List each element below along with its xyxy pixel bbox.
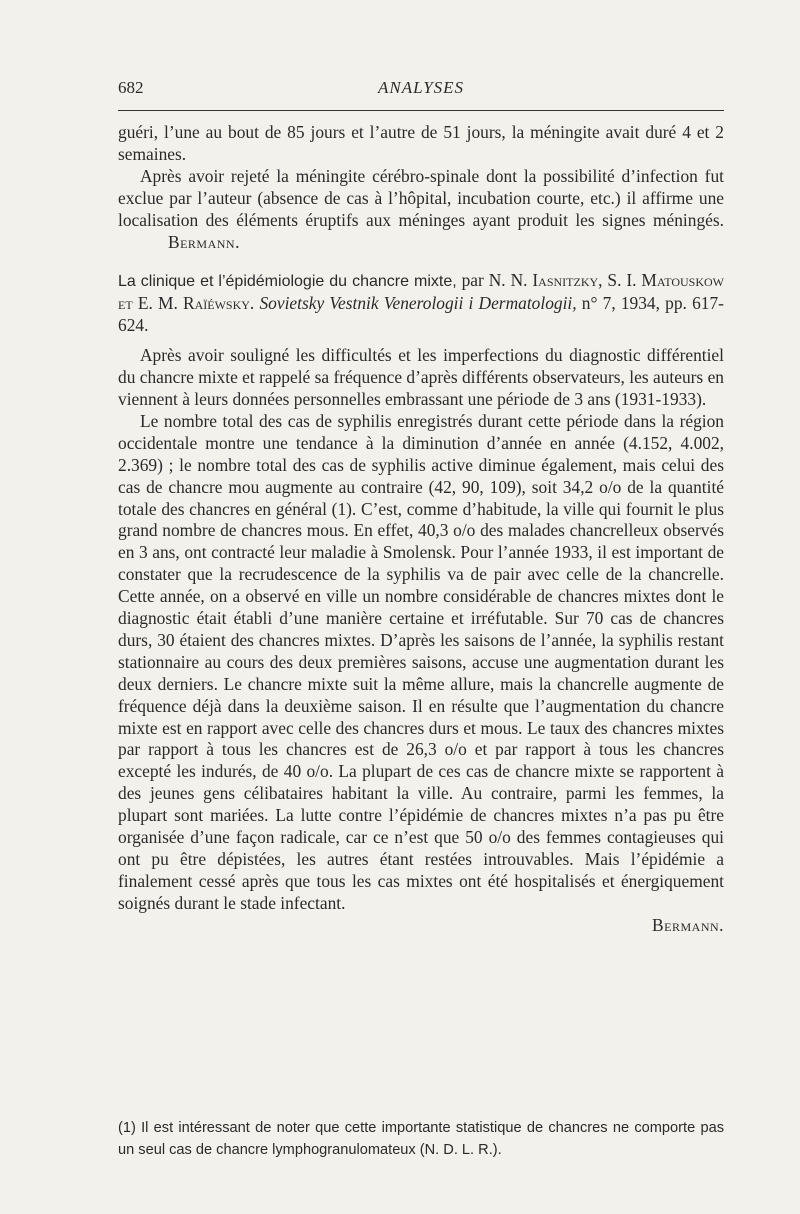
continuation-text: guéri, l’une au bout de 85 jours et l’autre de 51 jours, la méningite avait duré 4 et 2 semaines. — [118, 122, 724, 164]
header-rule — [118, 110, 724, 111]
article-paragraph-2: Le nombre total des cas de syphilis enregistrés durant cette période dans la région occidentale montre une tendance à la diminution d’année en année (4.152, 4.002, 2.369) ; le nombre total des cas de syphilis active diminue également, mais celui des cas de chancre mou augmente au contraire (42, 90, 109), soit 34,2 o/o de la quantité totale des chancres en général (1). C’est, comme d’habitude, la ville qui fournit le plus grand nombre de chancres mous. En effet, 40,3 o/o des malades chancrelleux observés en 3 ans, ont contracté leur maladie à Smolensk. Pour l’année 1933, il est important de constater que la recrudescence de la syphilis va de pair avec celle de la chancrelle. Cette année, on a observé en ville un nombre considérable de chancres mixtes dont le diagnostic était établi d’une manière certaine et irréfutable. Sur 70 cas de chancres durs, 30 étaient des chancres mixtes. D’après les saisons de l’année, la syphilis restant stationnaire au cours des deux premières saisons, accuse une augmentation durant les deux derniers. Le chancre mixte suit la même allure, mais la chancrelle augmente de fréquence déjà dans la deuxième saison. Il en résulte que l’augmentation du chancre mixte est en rapport avec celle des chancres durs et mous. Le taux des chancres mixtes par rapport à tous les chancres est de 26,3 o/o et par rapport à tous les chancres excepté les indurés, de 40 o/o. La plupart de ces cas de chancre mixte se rapportent à des jeunes gens célibataires habitant la ville. Au contraire, parmi les femmes, la plupart sont mariées. La lutte contre l’épidémie de chancres mixtes n’a pas pu être organisée d’une façon radicale, car ce n’est que 50 o/o des femmes contagieuses qui ont pu être dépistées, les autres étant restées introuvables. Mais l’épidémie a finalement cessé après que tous les cas mixtes ont été hospitalisés et énergiquement soignés durant le stade infectant. — [118, 410, 724, 913]
page-body — [118, 122, 724, 937]
article-heading: La clinique et l’épidémiologie du chancre mixte, par N. N. Iasnitzky, S. I. Matouskow et E. M. Raïéwsky. Sovietsky Vestnik Venerologii i Dermatologii, n° 7, 1934, pp. 617-624. — [118, 270, 724, 336]
article-title: La clinique et l’épidémiologie du chancre mixte, — [118, 273, 457, 291]
page-number: 682 — [118, 78, 144, 97]
article-journal: Sovietsky Vestnik Venerologii i Dermatologii, — [259, 293, 577, 314]
page-header — [118, 72, 724, 102]
continuation-paragraph: Après avoir rejeté la méningite cérébro-spinale dont la possibilité d’infection fut exclue par l’auteur (absence de cas à l’hôpital, incubation courte, etc.) il affirme une localisation des éléments éruptifs aux méninges ayant produit les signes méningés.Bermann. — [118, 165, 724, 252]
page — [118, 72, 724, 1158]
article-authors: N. N. Iasnitzky, S. I. Matouskow et E. M. Raïéwsky. — [118, 270, 724, 314]
signature-2: Bermann. — [652, 914, 724, 935]
signature-1: Bermann. — [168, 231, 240, 252]
article-reference: n° 7, 1934, pp. 617-624. — [118, 293, 724, 336]
article-paragraph-1: Après avoir souligné les difficultés et les imperfections du diagnostic différentiel du chancre mixte et rappelé sa fréquence d’après différents observateurs, les auteurs en viennent à leurs données personnelles embrassant une période de 3 ans (1931-1933). — [118, 345, 724, 409]
footnote: (1) Il est intéressant de noter que cette importante statistique de chancres ne comporte pas un seul cas de chancre lymphogranulomateux (N. D. L. R.). — [118, 1120, 724, 1158]
running-title: ANALYSES — [377, 78, 465, 97]
